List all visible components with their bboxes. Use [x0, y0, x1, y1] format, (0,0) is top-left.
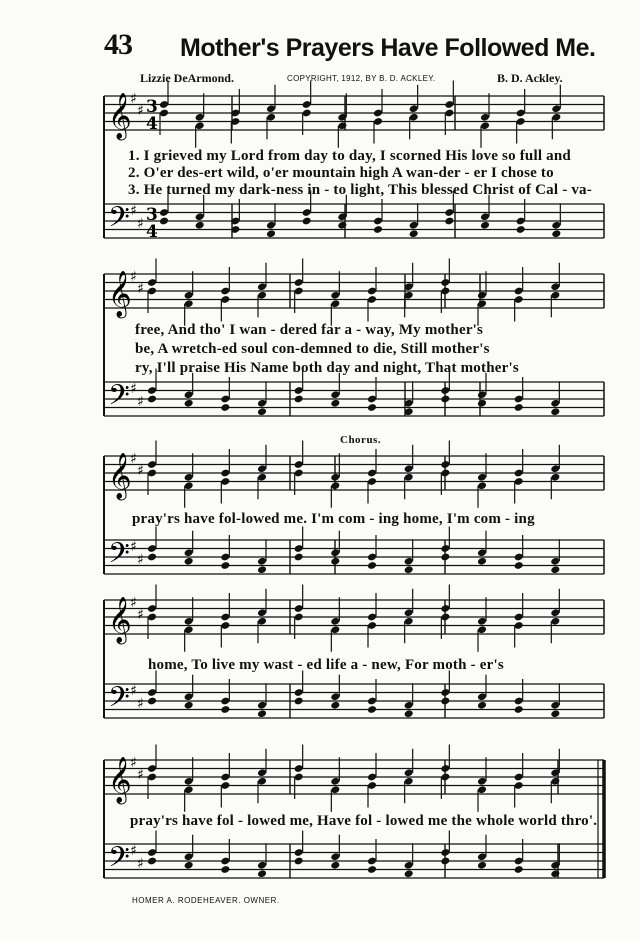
note-head — [516, 225, 526, 234]
key-sharp: ♯ — [130, 683, 137, 699]
time-signature: 4 — [146, 114, 158, 134]
note-head — [404, 869, 414, 878]
key-sharp: ♯ — [137, 607, 144, 623]
key-sharp: ♯ — [130, 539, 137, 555]
verse3-line-system1: 3. He turned my dark-ness in - to light, This blessed Christ of Cal - va- — [128, 182, 592, 198]
key-sharp: ♯ — [137, 281, 144, 297]
hymn-number: 43 — [104, 28, 132, 61]
note-head — [404, 709, 414, 718]
system5-treble-clef: 𝄞 — [108, 757, 132, 803]
key-sharp: ♯ — [130, 203, 137, 219]
note-head — [330, 557, 340, 566]
note-head — [367, 561, 377, 570]
key-sharp: ♯ — [130, 451, 137, 467]
note-head — [159, 217, 169, 226]
key-sharp: ♯ — [137, 767, 144, 783]
key-sharp: ♯ — [137, 463, 144, 479]
note-head — [373, 225, 383, 234]
note-head — [220, 561, 230, 570]
note-head — [184, 701, 194, 710]
note-head — [257, 565, 267, 574]
system4-bass-clef: 𝄢 — [108, 681, 130, 721]
note-head — [257, 407, 267, 416]
note-head — [367, 705, 377, 714]
time-signature: 3 — [146, 97, 158, 117]
note-head — [514, 403, 524, 412]
note-head — [220, 865, 230, 874]
note-head — [477, 701, 487, 710]
lyricist-credit: Lizzie DeArmond. — [140, 71, 234, 85]
note-head — [302, 217, 312, 226]
note-head — [266, 229, 276, 238]
note-head — [514, 705, 524, 714]
note-head — [440, 857, 450, 866]
note-head — [550, 869, 560, 878]
note-head — [477, 399, 487, 408]
verse1-line-system1: 1. I grieved my Lord from day to day, I scorned His love so full and — [128, 148, 571, 164]
verse1-line-system2: free, And tho' I wan - dered far a - way, My mother's — [135, 322, 484, 338]
key-sharp: ♯ — [137, 552, 144, 568]
system3-bass-clef: 𝄢 — [108, 537, 130, 577]
note-head — [294, 697, 304, 706]
note-head — [550, 407, 560, 416]
time-signature: 4 — [146, 222, 158, 242]
note-head — [220, 705, 230, 714]
key-sharp: ♯ — [130, 843, 137, 859]
note-head — [551, 229, 561, 238]
note-head — [257, 709, 267, 718]
note-head — [195, 221, 205, 230]
verse2-line-system2: be, A wretch-ed soul con-demned to die, Still mother's — [135, 341, 490, 357]
note-head — [514, 865, 524, 874]
composer-credit: B. D. Ackley. — [497, 71, 563, 85]
hymn-title: Mother's Prayers Have Followed Me. — [180, 34, 596, 62]
system1-treble-clef: 𝄞 — [108, 93, 132, 139]
note-head — [294, 553, 304, 562]
chorus-label: Chorus. — [340, 434, 382, 446]
note-head — [330, 861, 340, 870]
note-head — [477, 557, 487, 566]
note-head — [514, 561, 524, 570]
note-head — [147, 697, 157, 706]
key-sharp: ♯ — [137, 394, 144, 410]
note-head — [444, 217, 454, 226]
note-head — [337, 221, 347, 230]
time-signature: 3 — [146, 205, 158, 225]
note-head — [330, 701, 340, 710]
note-head — [294, 395, 304, 404]
system3-treble-clef: 𝄞 — [108, 453, 132, 499]
lyric-line-system5: pray'rs have fol - lowed me, Have fol - lowed me the whole world thro'. — [130, 813, 598, 829]
note-head — [147, 553, 157, 562]
note-head — [440, 553, 450, 562]
key-sharp: ♯ — [130, 595, 137, 611]
note-head — [330, 399, 340, 408]
verse3-line-system2: ry, I'll praise His Name both day and night, That mother's — [135, 360, 519, 376]
note-head — [440, 395, 450, 404]
lyric-line-system3: pray'rs have fol-lowed me. I'm com - ing home, I'm com - ing — [132, 511, 535, 527]
key-sharp: ♯ — [137, 856, 144, 872]
note-head — [409, 229, 419, 238]
copyright-notice: COPYRIGHT, 1912, BY B. D. ACKLEY. — [287, 74, 436, 83]
key-sharp: ♯ — [137, 696, 144, 712]
note-head — [294, 857, 304, 866]
note-head — [147, 857, 157, 866]
key-sharp: ♯ — [130, 755, 137, 771]
owner-notice: HOMER A. RODEHEAVER. OWNER. — [132, 896, 280, 905]
note-head — [367, 403, 377, 412]
note-head — [477, 861, 487, 870]
note-head — [220, 403, 230, 412]
key-sharp: ♯ — [137, 216, 144, 232]
note-head — [367, 865, 377, 874]
note-head — [184, 557, 194, 566]
system2-bass-clef: 𝄢 — [108, 379, 130, 419]
lyric-line-system4: home, To live my wast - ed life a - new, For moth - er's — [148, 657, 504, 673]
note-head — [480, 221, 490, 230]
key-sharp: ♯ — [130, 91, 137, 107]
note-head — [550, 709, 560, 718]
system5-bass-clef: 𝄢 — [108, 841, 130, 881]
note-head — [440, 697, 450, 706]
key-sharp: ♯ — [137, 103, 144, 119]
system1-bass-clef: 𝄢 — [108, 201, 130, 241]
note-head — [257, 869, 267, 878]
key-sharp: ♯ — [130, 269, 137, 285]
system4-treble-clef: 𝄞 — [108, 597, 132, 643]
note-head — [184, 399, 194, 408]
verse2-line-system1: 2. O'er des-ert wild, o'er mountain high A wan-der - er I chose to — [128, 165, 554, 181]
system2-treble-clef: 𝄞 — [108, 271, 132, 317]
note-head — [184, 861, 194, 870]
note-head — [147, 395, 157, 404]
note-head — [550, 565, 560, 574]
key-sharp: ♯ — [130, 381, 137, 397]
note-head — [404, 565, 414, 574]
